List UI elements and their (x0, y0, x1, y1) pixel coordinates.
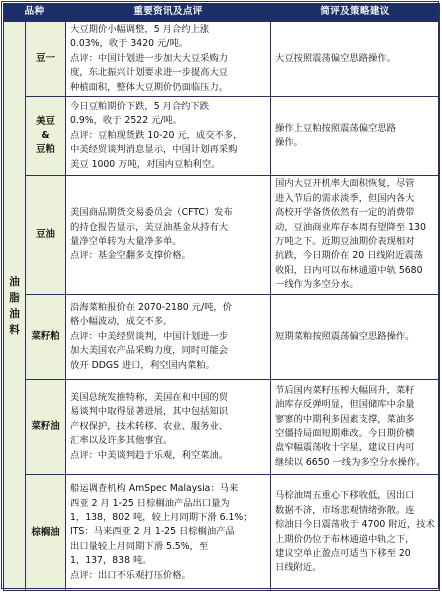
product-name: 菜籽油 (31, 421, 60, 433)
news-line: 美国总统发推特称，美国在和中国的贸 (70, 392, 229, 404)
news-line: 加大美国农产品采购力度，同时可能会 (70, 345, 229, 357)
news-cell (66, 380, 271, 475)
advice-line: 寥寥的中期利多因素支撑，菜油多 (275, 413, 415, 425)
section-char: 油 (9, 308, 20, 321)
table-row (4, 380, 440, 475)
advice-cell (271, 176, 440, 295)
advice-cell (271, 295, 440, 380)
table-row (4, 22, 440, 97)
product-cell (26, 176, 66, 295)
advice-line: 棕油日今日震荡收于 4700 附近，技术 (275, 519, 435, 531)
news-line: 点评：豆粕现货跌 10-20 元，成交不多， (70, 129, 243, 141)
product-name: 豆一 (36, 53, 55, 65)
advice-cell (271, 475, 440, 591)
news-cell (66, 97, 271, 176)
news-line: 汇率以及许多其他事宜。 (70, 435, 173, 447)
news-line: 沿海菜粕报价在 2070-2180 元/吨，价 (70, 302, 232, 314)
news-line: 今日豆粕期价下跌，5 月合约下跌 (70, 101, 210, 113)
table-row (4, 295, 440, 380)
product-name: & (41, 130, 50, 142)
news-cell (66, 295, 271, 380)
product-cell (26, 97, 66, 176)
news-line: 种植面积，整体大豆期价仍面临压力。 (70, 81, 229, 93)
news-line: ITS：马来西亚 2 月 1-25 日棕榈油产品 (70, 526, 235, 538)
advice-line: 万吨之下。近期豆油期价表现相对 (275, 236, 415, 248)
news-line: 点评：出口不乐观打压价格。 (70, 569, 191, 581)
advice-line: 高校开学备货依然有一定的消费带 (275, 207, 415, 219)
product-name: 美豆 (36, 116, 55, 128)
advice-line: 操作。 (275, 137, 303, 149)
advice-line: 国内大豆开机率大面积恢复，尽管 (275, 178, 415, 190)
section-label (4, 22, 26, 591)
news-line: 格小幅波动，成交不多。 (70, 316, 173, 328)
news-line: 点评：中美谈判趋于乐观，利空菜油。 (70, 449, 229, 461)
news-line: 船运调查机构 AmSpec Malaysia：马来 (70, 483, 239, 495)
header-advice: 简评及策略建议 (271, 4, 440, 22)
table-row (4, 176, 440, 295)
news-cell (66, 475, 271, 591)
product-cell (26, 475, 66, 591)
advice-line: 上期价仍位于布林通道中轨之下， (275, 533, 415, 545)
advice-line: 收阳，日内可以布林通道中轨 5680 (275, 264, 423, 276)
news-line: 产权保护，技术转移、农业、服务业、 (70, 420, 229, 432)
section-char: 料 (9, 324, 20, 337)
news-line: 1，138，802 吨，较上月同期下滑 6.1%； (70, 511, 253, 523)
news-line: 易谈判中取得显著进展，其中包括知识 (70, 406, 229, 418)
news-line: 1，137，838 吨。 (70, 555, 152, 567)
news-line: 点评：基金空翻多支撑价格。 (70, 250, 191, 262)
product-cell (26, 380, 66, 475)
advice-line: 空僵持局面短期难改。今日期价横 (275, 428, 415, 440)
commodity-table (3, 3, 440, 591)
section-label-text (4, 274, 25, 338)
product-name: 棕榈油 (31, 526, 60, 538)
news-line: 0.03%，收于 3420 元/吨。 (70, 38, 189, 50)
advice-line: 动，豆油商业库存本周有望降至 130 (275, 221, 426, 233)
news-line: 出口量较上月同期下滑 5.5%，至 (70, 540, 209, 552)
advice-cell (271, 97, 440, 176)
advice-line: 操作上豆粕按照震荡偏空思路 (275, 122, 396, 134)
table-row (4, 97, 440, 176)
news-line: 量净空单转为大量净多单。 (70, 236, 182, 248)
news-line: 0.9%，收于 2522 元/吨。 (70, 115, 183, 127)
section-char: 油 (9, 276, 20, 289)
news-line: 中美经贸谈判消息显示，中国计划再采购 (70, 144, 238, 156)
advice-line: 继续以 6650 一线为多空分水操作。 (275, 456, 426, 468)
news-line: 美豆 1000 万吨，对国内豆粕利空。 (70, 158, 221, 170)
advice-line: 抗跌，今日期价在 20 日线附近震荡 (275, 250, 423, 262)
news-line: 点评：中美经贸谈判，中国计划进一步 (70, 330, 229, 342)
product-name: 豆粕 (36, 144, 55, 156)
news-cell (66, 176, 271, 295)
news-line: 放开 DDGS 进口，利空国内菜粕。 (70, 359, 215, 371)
advice-line: 油库存反弹明显，但国储库中余量 (275, 399, 415, 411)
advice-line: 进入节后的需求淡季，但国内各大 (275, 192, 415, 204)
news-line: 点评：中国计划进一步加大大豆采购力 (70, 52, 229, 64)
news-line: 的持仓报告显示，美豆油基金从持有大 (70, 221, 229, 233)
product-cell (26, 295, 66, 380)
advice-line: 马棕油周五重心下移收低，因出口 (275, 490, 415, 502)
advice-line: 建议空单止盈点可适当下移至 20 (275, 547, 411, 559)
advice-line: 数据不济，市场悲观情绪弥散。连 (275, 504, 415, 516)
news-line: 度，东北振兴计划要求进一步提高大豆 (70, 67, 229, 79)
table-row (4, 475, 440, 591)
header-row (4, 4, 440, 22)
product-name: 豆油 (36, 229, 55, 241)
news-cell (66, 22, 271, 97)
header-news: 重要资讯及点评 (66, 4, 271, 22)
advice-cell (271, 22, 440, 97)
news-line: 西亚 2 月 1-25 日棕榈油产品出口量为 (70, 497, 230, 509)
product-cell (26, 22, 66, 97)
product-name: 菜籽粕 (31, 331, 60, 343)
section-char: 脂 (9, 292, 20, 305)
header-variety: 品种 (4, 4, 66, 22)
advice-line: 日线附近。 (275, 562, 322, 574)
advice-line: 节后国内菜籽压榨大幅回升，菜籽 (275, 384, 415, 396)
advice-line: 短期菜粕按照震荡偏空思路操作。 (275, 330, 415, 342)
advice-line: 盘窄幅震荡收十字星，建议日内可 (275, 442, 415, 454)
advice-cell (271, 380, 440, 475)
news-line: 美国商品期货交易委员会（CFTC）发布 (70, 207, 233, 219)
advice-line: 一线作为多空分水。 (275, 279, 359, 291)
news-line: 大豆期价小幅调整，5 月合约上涨 (70, 24, 210, 35)
advice-line: 大豆按照震荡偏空思路操作。 (275, 52, 396, 64)
